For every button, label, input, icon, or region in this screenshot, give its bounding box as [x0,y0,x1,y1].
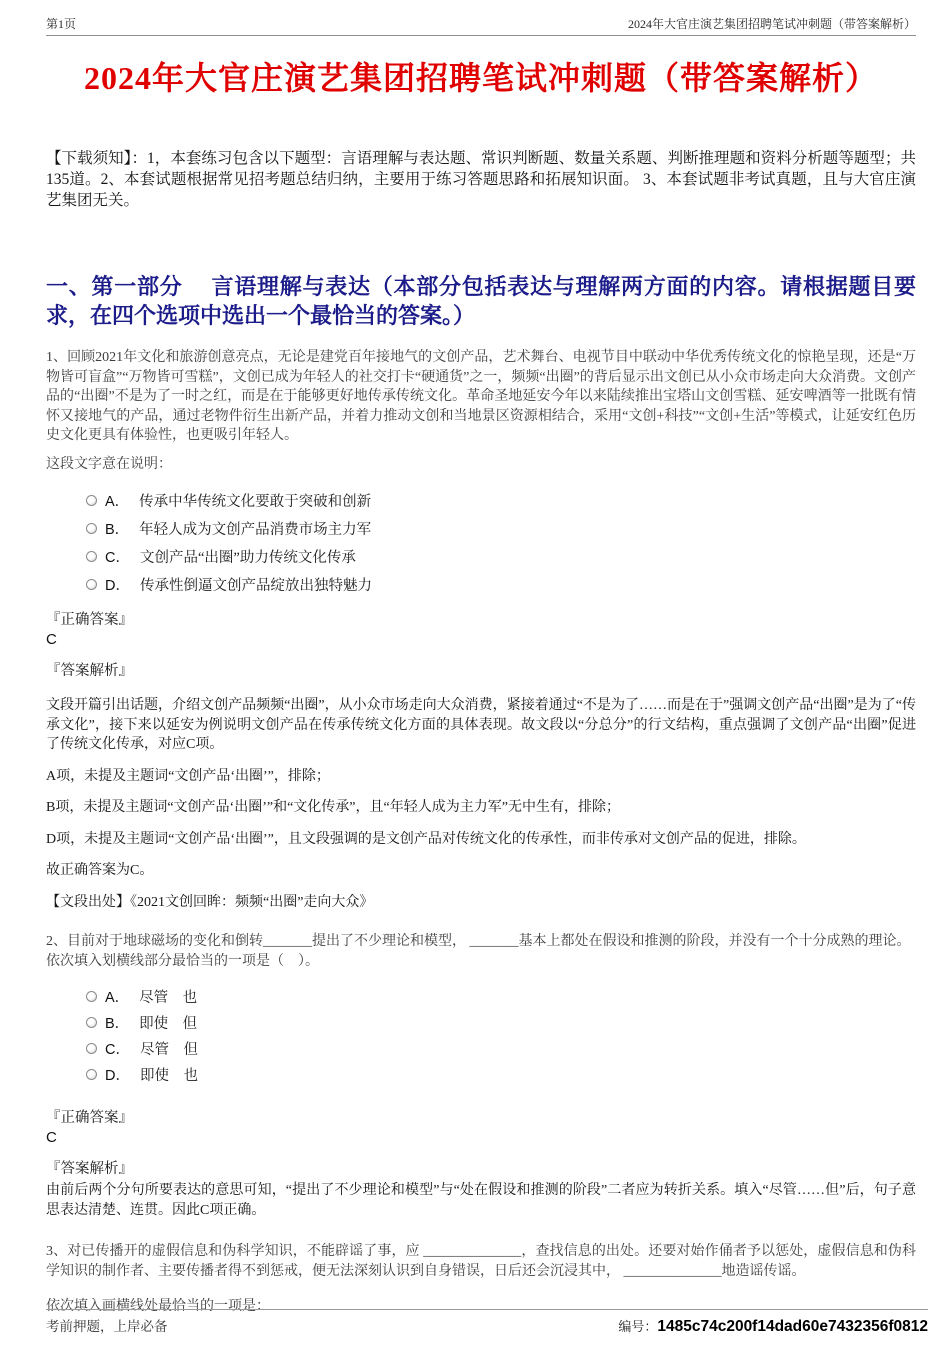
question-stem: 2、目前对于地球磁场的变化和倒转_______提出了不少理论和模型， _______基本上都处在假设和推测的阶段，并没有一个十分成熟的理论。 [46,934,911,949]
doc-id-value: 1485c74c200f14dad60e7432356f0812 [657,1318,928,1335]
question-prompt: 依次填入划横线部分最恰当的一项是（ ）。 [46,953,319,969]
analysis-paragraph: D项，未提及主题词“文创产品‘出圈’”，且文段强调的是文创产品对传统文化的传承性，而非传承对文创产品的促进，排除。 [46,831,806,847]
option-text: 尽管 但 [139,1041,198,1058]
option-letter: D． [105,577,130,594]
analysis-label: 『答案解析』 [46,1161,133,1177]
radio-button[interactable] [86,579,97,590]
option-row [86,1009,916,1035]
radio-button[interactable] [86,991,97,1002]
answer-label: 『正确答案』 [46,612,133,628]
radio-button[interactable] [86,523,97,534]
footer-slogan: 考前押题，上岸必备 [46,1319,168,1334]
source-note: 【文段出处】《2021文创回眸：频频“出圈”走向大众》 [46,894,374,910]
options-list [86,983,916,1087]
question-block-2 [46,932,916,1220]
option-text: 传承中华传统文化要敢于突破和创新 [139,493,372,510]
option-row [86,983,916,1009]
radio-button[interactable] [86,495,97,506]
analysis-paragraph: A项，未提及主题词“文创产品‘出圈’”，排除； [46,768,330,784]
page-footer [46,1309,928,1336]
page-number: 第1页 [46,17,77,31]
option-text: 年轻人成为文创产品消费市场主力军 [139,521,372,538]
analysis-paragraph: 文段开篇引出话题，介绍文创产品频频“出圈”，从小众市场走向大众消费，紧接着通过“不是为了……而是在于”强调文创产品“出圈”是为了“传承文化”，接下来以延安为例说明文创产品在传承传统文化方面的具体表现。故文段以“分总分”的行文结构，重点强调了文创产品“出圈”促进了传统文化传承，对应C项。 [46,698,916,752]
option-row [86,514,916,542]
question-stem: 3、对已传播开的虚假信息和伪科学知识，不能辟谣了事，应 ______________，查找信息的出处。还要对始作俑者予以惩处，虚假信息和伪科学知识的制作者、主要传播者得不到惩戒，便无法深刻认识到自身错误，日后还会沉浸其中， ______________地造谣传谣。 [46,1244,916,1279]
question-stem: 1、回顾2021年文化和旅游创意亮点，无论是建党百年接地气的文创产品，艺术舞台、电视节目中联动中华优秀传统文化的惊艳呈现，还是“万物皆可盲盒”“万物皆可雪糕”，文创已成为年轻人的社交打卡“硬通货”之一，频频“出圈”的背后显示出文创已从小众市场走向大众消费。文创产品的“出圈”不是为了一时之红，而是在于能够更好地传承传统文化。革命圣地延安今年以来陆续推出宝塔山文创雪糕、延安啤酒等一批既有情怀又接地气的产品，通过老物件衍生出新产品，并着力推动文创和当地景区资源相结合，采用“文创+科技”“文创+生活”等模式，让延安红色历史文化更具有体验性，也更吸引年轻人。 [46,350,916,443]
analysis-label: 『答案解析』 [46,663,133,679]
option-letter: B． [105,521,130,538]
options-list [86,486,916,598]
question-block-3 [46,1242,916,1317]
option-row [86,570,916,598]
section-heading: 一、第一部分 言语理解与表达（本部分包括表达与理解两方面的内容。请根据题目要求，在四个选项中选出一个最恰当的答案。） [46,274,916,328]
option-text: 即使 但 [139,1015,198,1032]
answer-value: C [46,631,57,648]
question-prompt: 依次填入画横线处最恰当的一项是： [46,1299,270,1314]
option-letter: C． [105,1041,130,1058]
option-text: 尽管 也 [139,989,198,1006]
page-header [46,0,916,36]
option-row [86,542,916,570]
answer-label: 『正确答案』 [46,1110,133,1126]
option-letter: D． [105,1067,130,1084]
option-letter: C． [105,549,130,566]
header-doc-title: 2024年大官庄演艺集团招聘笔试冲刺题（带答案解析） [627,17,916,31]
option-letter: A． [105,493,130,510]
radio-button[interactable] [86,1069,97,1080]
option-text: 文创产品“出圈”助力传统文化传承 [139,549,356,566]
radio-button[interactable] [86,551,97,562]
option-text: 即使 也 [139,1067,198,1084]
question-block-1 [46,348,916,912]
option-letter: B． [105,1015,130,1032]
doc-id-label: 编号： [618,1319,658,1334]
download-notice: 【下载须知】：1，本套练习包含以下题型：言语理解与表达题、常识判断题、数量关系题、判断推理题和资料分析题等题型；共135道。2、本套试题根据常见招考题总结归纳，主要用于练习答题思路和拓展知识面。 3、本套试题非考试真题，且与大官庄演艺集团无关。 [46,150,916,209]
document-title: 2024年大官庄演艺集团招聘笔试冲刺题（带答案解析） [83,60,878,96]
option-letter: A． [105,989,130,1006]
option-row [86,1061,916,1087]
radio-button[interactable] [86,1017,97,1028]
option-row [86,1035,916,1061]
answer-value: C [46,1129,57,1146]
document-id [618,1316,928,1336]
analysis-conclusion: 故正确答案为C。 [46,863,154,878]
question-prompt: 这段文字意在说明： [46,456,172,472]
option-row [86,486,916,514]
option-text: 传承性倒逼文创产品绽放出独特魅力 [139,577,372,594]
analysis-paragraph: 由前后两个分句所要表达的意思可知，“提出了不少理论和模型”与“处在假设和推测的阶段”二者应为转折关系。填入“尽管……但”后，句子意思表达清楚、连贯。因此C项正确。 [46,1183,916,1218]
radio-button[interactable] [86,1043,97,1054]
analysis-paragraph: B项，未提及主题词“文创产品‘出圈’”和“文化传承”，且“年轻人成为主力军”无中生有，排除； [46,800,620,815]
